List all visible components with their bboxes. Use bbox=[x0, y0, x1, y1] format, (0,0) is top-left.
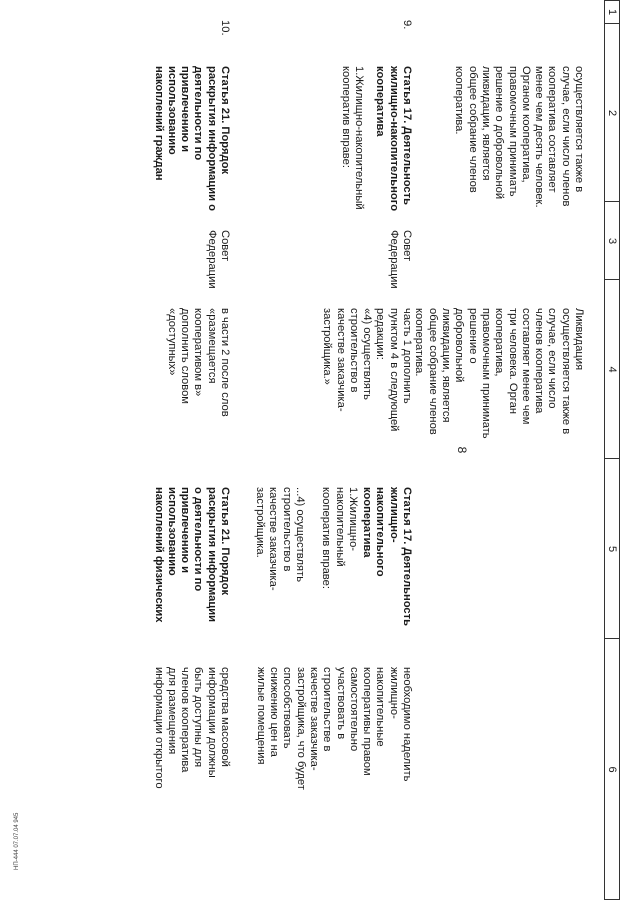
row-3-number: 10. bbox=[219, 20, 231, 36]
row-3-col-2-title: Статья 21. Порядок раскрытия информации о деятельности по привлечению и использованию накоплений граждан bbox=[152, 66, 231, 211]
column-header-5: 5 bbox=[605, 458, 619, 639]
row-2-col-2-title: Статья 17. Деятельность жилищно-накопительного кооператива bbox=[374, 66, 413, 212]
row-3-col-3: Совет Федерации bbox=[205, 230, 231, 289]
row-2-col-5-title: Статья 17. Деятельность жилищно- накопительного кооператива bbox=[361, 487, 413, 626]
row-3-col-4: в части 2 после слов «размещается кооперативом в» дополнить словом «доступных» bbox=[165, 308, 231, 417]
row-2-number: 9. bbox=[401, 20, 413, 30]
row-3-col-5-title: Статья 21. Порядок раскрытия информации о деятельности по привлечению и использованию накоплений физических bbox=[152, 487, 231, 623]
column-header-6: 6 bbox=[605, 638, 619, 900]
row-1-col-5: Ликвидация осуществляется также в случае, если число членов кооператива составляет менее чем три человека. Орган кооператива, правомочным принимать решение о добровольной ликвидации, является общее собрание членов кооператива. bbox=[413, 308, 585, 439]
column-header-row bbox=[604, 0, 620, 900]
column-header-1: 1 bbox=[606, 8, 618, 16]
column-header-3: 3 bbox=[605, 201, 619, 280]
column-header-4: 4 bbox=[605, 279, 619, 459]
row-2-col-6: необходимо наделить жилищно- накопительные кооперативы правом самостоятельно участвовать в строительстве в качестве заказчика- застройщика, что будет способствовать снижению цен на жилые помещения bbox=[254, 667, 413, 790]
row-3-col-6: средства массовой информации должны быть доступны для членов кооператива для размещения информации открытого bbox=[152, 667, 231, 789]
row-2-col-2-body: 1.Жилищно-накопительный кооператив вправе: bbox=[339, 66, 365, 210]
row-2-col-3: Совет Федерации bbox=[387, 230, 413, 289]
row-2-col-5-body: 1.Жилищно- накопительный кооператив вправе: ...4) осуществлять строительство в качестве заказчика- застройщика. bbox=[253, 487, 359, 591]
row-1-col-2: осуществляется также в случае, если число членов кооператива составляет менее чем десять человек. Органом кооператива, правомочным принимать решение о добровольной ликвидации, является общее собрание членов кооператива. bbox=[453, 66, 585, 208]
footer-stamp: НП-444 07.07.04 945 bbox=[14, 812, 20, 870]
page-number: 8 bbox=[455, 446, 469, 454]
row-2-col-4: часть 1 дополнить пунктом 4 в следующей редакции: «4) осуществлять строительство в качестве заказчика- застройщика.» bbox=[321, 308, 413, 432]
column-header-2: 2 bbox=[605, 23, 619, 202]
